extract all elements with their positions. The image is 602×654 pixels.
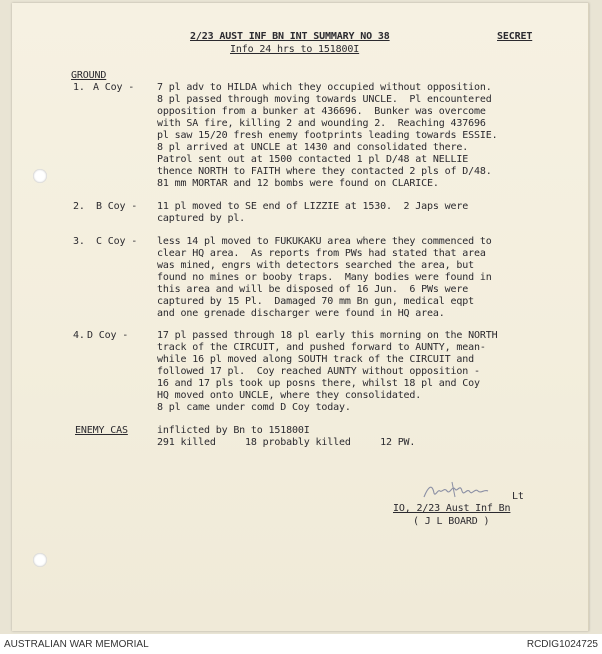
section-heading-ground: GROUND [71,70,107,81]
item-line: 81 mm MORTAR and 12 bombs were found on CLARICE. [157,178,439,189]
item-line: with SA fire, killing 2 and wounding 2. Reaching 437696 [157,118,486,129]
item-line: captured by pl. [157,213,246,224]
document-title: 2/23 AUST INF BN INT SUMMARY NO 38 [190,31,390,42]
item-line: track of the CIRCUIT, and pushed forward to AUNTY, mean- [157,342,486,353]
item-line: thence NORTH to FAITH where they contacted 2 pls of D/48. [157,166,492,177]
item-line: captured by 15 Pl. Damaged 70 mm Bn gun, medical eqpt [157,296,475,307]
item-line: found no mines or booby traps. Many bodies were found in [157,272,492,283]
item-label: B Coy - [96,201,138,212]
archive-name: AUSTRALIAN WAR MEMORIAL [4,639,149,650]
signatory-name: ( J L BOARD ) [413,516,490,527]
signatory-rank: Lt [512,491,524,502]
item-line: while 16 pl moved along SOUTH track of the CIRCUIT and [157,354,475,365]
item-line: 8 pl passed through moving towards UNCLE. Pl encountered [157,94,492,105]
item-label: A Coy - [93,82,135,93]
item-line: 16 and 17 pls took up posns there, whilst 18 pl and Coy [157,378,480,389]
item-line: was mined, engrs with detectors searched the area, but [157,260,475,271]
item-line: 8 pl arrived at UNCLE at 1430 and consolidated there. [157,142,469,153]
enemy-cas-totals: 291 killed 18 probably killed 12 PW. [157,437,416,448]
enemy-cas-line: inflicted by Bn to 151800I [157,425,310,436]
item-line: this area and will be disposed of 16 Jun. 6 PWs were [157,284,469,295]
item-number: 1. [73,82,85,93]
archive-footer [0,634,602,654]
item-line: clear HQ area. As reports from PWs had stated that area [157,248,486,259]
item-number: 3. [73,236,85,247]
archive-reference: RCDIG1024725 [526,639,598,650]
item-line: 17 pl passed through 18 pl early this morning on the NORTH [157,330,498,341]
handwritten-signature [422,479,492,501]
item-line: opposition from a bunker at 436696. Bunker was overcome [157,106,486,117]
reporting-period: Info 24 hrs to 151800I [230,44,360,55]
item-line: pl saw 15/20 fresh enemy footprints leading towards ESSIE. [157,130,498,141]
punch-hole-top [33,169,47,183]
punch-hole-bottom [33,553,47,567]
item-line: and one grenade discharger were found in HQ area. [157,308,445,319]
item-line: 8 pl came under comd D Coy today. [157,402,351,413]
item-line: less 14 pl moved to FUKUKAKU area where they commenced to [157,236,492,247]
item-line: followed 17 pl. Coy reached AUNTY without opposition - [157,366,480,377]
section-heading-enemy-cas: ENEMY CAS [75,425,128,436]
security-classification: SECRET [497,31,533,42]
item-label: C Coy - [96,236,138,247]
item-line: 7 pl adv to HILDA which they occupied without opposition. [157,82,492,93]
item-line: 11 pl moved to SE end of LIZZIE at 1530. 2 Japs were [157,201,469,212]
signatory-appointment: IO, 2/23 Aust Inf Bn [393,503,511,514]
item-line: Patrol sent out at 1500 contacted 1 pl D/48 at NELLIE [157,154,469,165]
item-line: HQ moved onto UNCLE, where they consolidated. [157,390,422,401]
item-number: 2. [73,201,85,212]
item-label: D Coy - [87,330,129,341]
item-number: 4. [73,330,85,341]
